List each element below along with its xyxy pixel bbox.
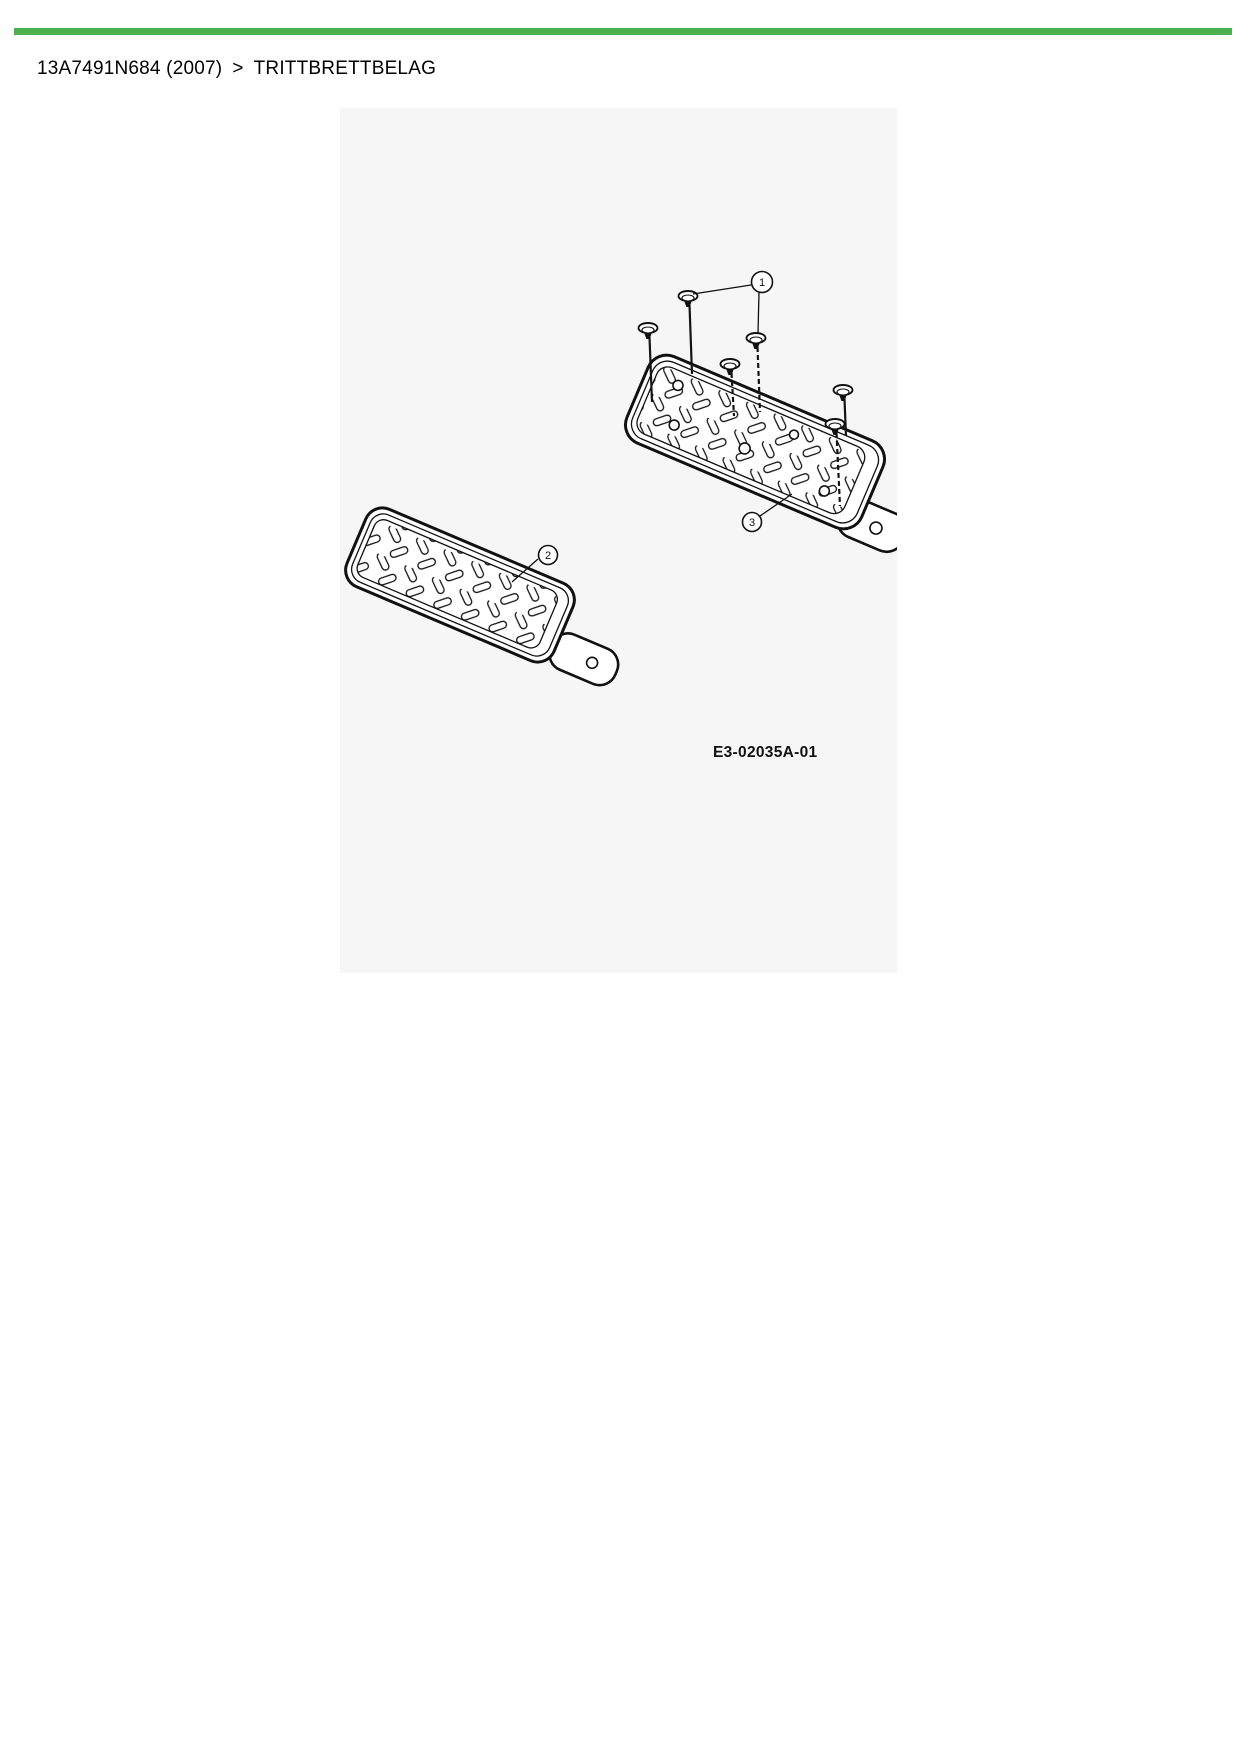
callout-3[interactable]: [743, 513, 762, 532]
lead-line: [693, 285, 751, 294]
exploded-view-svg: [340, 108, 897, 973]
callout-2[interactable]: [539, 546, 558, 565]
callout-1-number: 1: [758, 277, 766, 289]
footboard-pad-left: [340, 502, 640, 693]
breadcrumb-separator-icon: >: [232, 58, 244, 79]
lead-line: [758, 292, 759, 333]
callout-2-number: 2: [544, 550, 552, 562]
callout-3-number: 3: [748, 517, 756, 529]
parts-diagram-canvas: [340, 108, 897, 973]
accent-bar: [14, 28, 1232, 35]
breadcrumb-section-title: TRITTBRETTBELAG: [253, 58, 437, 79]
callout-1[interactable]: [752, 272, 773, 293]
breadcrumb: [37, 58, 436, 80]
breadcrumb-model-code: 13A7491N684 (2007): [37, 58, 223, 79]
figure-code-label: E3-02035A-01: [713, 744, 818, 761]
